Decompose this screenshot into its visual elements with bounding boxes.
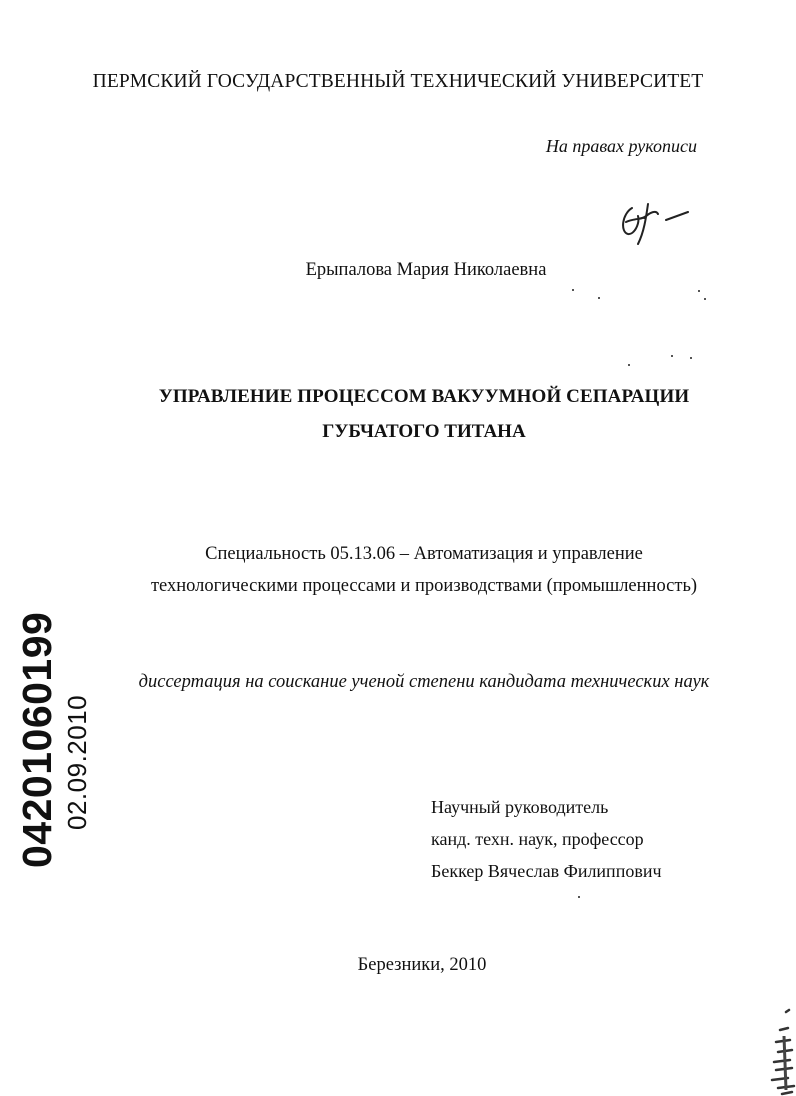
dissertation-title-line1: УПРАВЛЕНИЕ ПРОЦЕССОМ ВАКУУМНОЙ СЕПАРАЦИИ (158, 386, 690, 407)
scan-edge-marks-icon (766, 1000, 796, 1096)
specialty-line2: технологическими процессами и производствами (промышленность) (150, 576, 698, 596)
degree-statement: диссертация на соискание ученой степени кандидата технических наук (138, 672, 710, 692)
archive-stamp-date: 02.09.2010 (62, 694, 92, 830)
university-name: ПЕРМСКИЙ ГОСУДАРСТВЕННЫЙ ТЕХНИЧЕСКИЙ УНИВЕРСИТЕТ (92, 71, 704, 92)
supervisor-rank: канд. техн. наук, профессор (431, 829, 644, 849)
rights-note: На правах рукописи (545, 136, 697, 156)
supervisor-name: Беккер Вячеслав Филиппович (431, 861, 662, 881)
city-year: Березники, 2010 (357, 955, 487, 975)
archive-stamp-number: 04201060199 (14, 611, 60, 868)
signature-icon (618, 198, 690, 246)
author-name: Ерыпалова Мария Николаевна (305, 260, 547, 280)
dissertation-title-line2: ГУБЧАТОГО ТИТАНА (322, 421, 526, 442)
specialty-line1: Специальность 05.13.06 – Автоматизация и управление (205, 544, 643, 564)
supervisor-label: Научный руководитель (431, 797, 609, 817)
